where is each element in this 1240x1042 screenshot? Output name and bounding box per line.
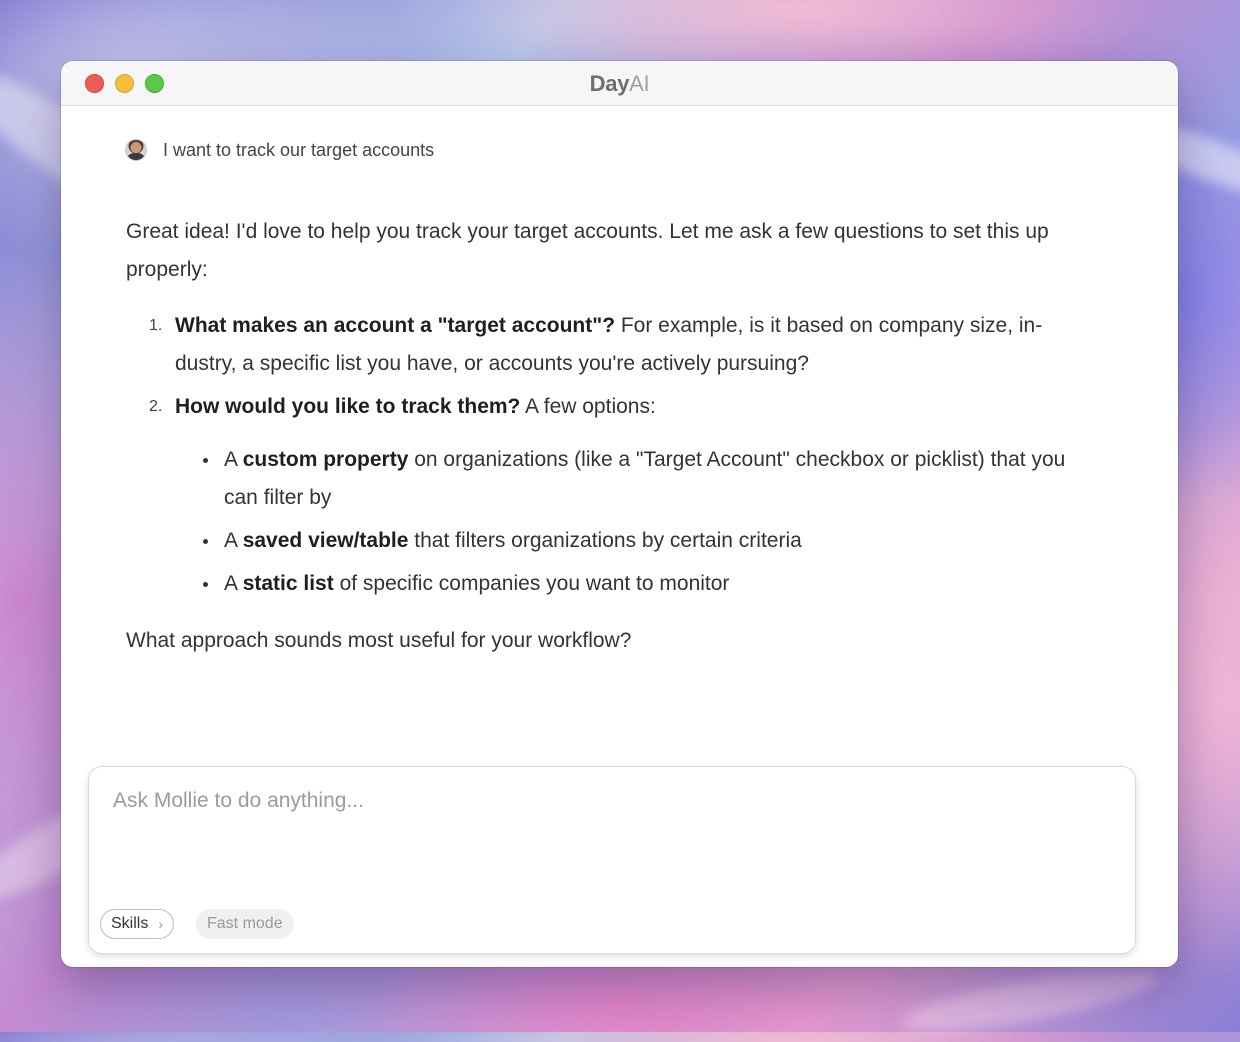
skills-label: Skills (111, 915, 149, 932)
option-bold: custom property (242, 448, 409, 471)
chevron-right-icon: › (158, 916, 164, 932)
question-bold: How would you like to track them? (175, 395, 521, 418)
user-message-text: I want to track our target accounts (163, 139, 435, 160)
option-bold: static list (242, 572, 334, 595)
assistant-reply (126, 213, 1086, 660)
option-prefix: A (224, 529, 243, 552)
option-text: that filters organizations by certain criteria (408, 529, 802, 552)
app-title-day: Day (589, 71, 630, 96)
question-text: For example, is it based on company size, industry, a specific list you have, or accounts you're actively pursuing? (175, 314, 1043, 375)
option-prefix: A (224, 448, 243, 471)
question-item (149, 307, 1086, 383)
option-text: of specific companies you want to monitor (333, 572, 730, 595)
option-list (175, 441, 1086, 603)
reply-closing: What approach sounds most useful for your workflow? (126, 629, 632, 652)
user-avatar (125, 139, 147, 161)
question-bold: What makes an account a "target account"? (175, 314, 616, 337)
title-bar (61, 61, 1178, 106)
question-number: 2. (149, 398, 163, 415)
message-composer (88, 766, 1136, 954)
app-title-ai: AI (629, 71, 650, 96)
option-prefix: A (224, 572, 243, 595)
question-list (126, 307, 1086, 603)
fast-mode-label: Fast mode (207, 915, 283, 932)
skills-button[interactable] (100, 909, 174, 939)
question-item (149, 388, 1086, 603)
option-item (224, 522, 1086, 560)
reply-intro: Great idea! I'd love to help you track your target accounts. Let me ask a few questions to set this up properly: (126, 220, 1049, 281)
chat-area (61, 106, 1178, 967)
app-window (61, 61, 1178, 967)
question-number: 1. (149, 317, 163, 334)
ask-input[interactable] (111, 787, 1095, 901)
option-item (224, 565, 1086, 603)
option-item (224, 441, 1086, 517)
app-title (61, 71, 1178, 97)
fast-mode-toggle[interactable] (196, 909, 294, 939)
option-text: on organizations (like a "Target Account" checkbox or picklist) that you can filter by (224, 448, 1066, 509)
option-bold: saved view/table (242, 529, 409, 552)
user-message (125, 139, 434, 161)
question-text: A few options: (520, 395, 656, 418)
